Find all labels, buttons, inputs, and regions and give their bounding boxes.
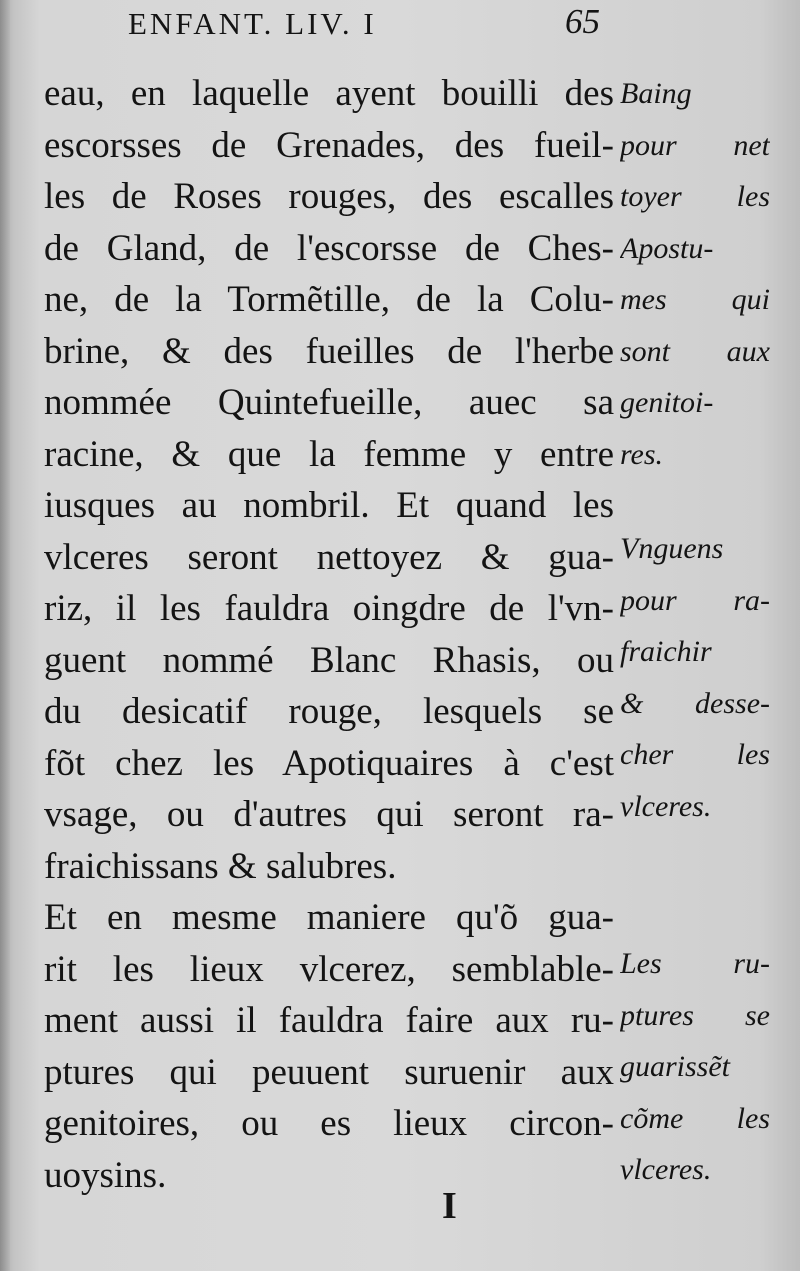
marginal-note-line: & desse- <box>620 686 770 720</box>
text-line: riz, il les fauldra oingdre de l'vn- <box>44 588 614 629</box>
text-line: rit les lieux vlcerez, semblable- <box>44 948 614 990</box>
text-line: ne, de la Tormẽtille, de la Colu- <box>44 279 614 320</box>
text-line: fõt chez les Apotiquaires à c'est <box>44 742 614 784</box>
text-line: nommée Quintefueille, auec sa <box>44 382 614 423</box>
marginal-note-ointments <box>620 523 770 832</box>
text-line: ment aussi il fauldra faire aux ru- <box>44 1000 614 1041</box>
page-gutter-shadow <box>0 0 10 1271</box>
text-line: eau, en laquelle ayent bouilli des <box>44 73 614 114</box>
marginal-note-line: vlceres. <box>620 1153 712 1186</box>
marginal-note-line: cõme les <box>620 1101 770 1135</box>
page-number: 65 <box>565 2 600 41</box>
marginal-note-line: toyer les <box>620 180 770 213</box>
marginal-note-line: Apostu- <box>620 231 714 265</box>
marginal-note-line: Vnguens <box>620 532 724 565</box>
text-line: Et en mesme maniere qu'õ gua- <box>44 897 614 938</box>
running-head: ENFANT. LIV. I <box>128 6 377 41</box>
text-line: racine, & que la femme y entre <box>44 433 614 475</box>
text-line: iusques au nombril. Et quand les <box>44 485 614 526</box>
text-line: fraichissans & salubres. <box>44 845 397 887</box>
page-header <box>0 0 800 46</box>
marginal-note-line: res. <box>620 437 664 471</box>
signature-mark: I <box>442 1185 457 1227</box>
marginal-note-line: fraichir <box>620 635 712 668</box>
text-line: brine, & des fueilles de l'herbe <box>44 330 614 372</box>
text-line: vlceres seront nettoyez & gua- <box>44 536 614 578</box>
text-line: de Gland, de l'escorsse de Ches- <box>44 227 614 269</box>
marginal-note-line: Baing <box>620 77 692 110</box>
text-line: genitoires, ou es lieux circon- <box>44 1103 614 1144</box>
main-text-block <box>44 68 614 1201</box>
text-line: uoysins. <box>44 1154 167 1196</box>
marginal-note-line: pour net <box>620 128 770 162</box>
marginal-note-ruptures <box>620 938 770 1196</box>
text-line: escorsses de Grenades, des fueil- <box>44 124 614 166</box>
text-line: guent nommé Blanc Rhasis, ou <box>44 639 614 681</box>
text-line: ptures qui peuuent suruenir aux <box>44 1051 614 1093</box>
marginal-note-line: guarissẽt <box>620 1050 731 1083</box>
text-line: vsage, ou d'autres qui seront ra- <box>44 794 614 835</box>
marginal-note-line: mes qui <box>620 283 770 316</box>
text-line: les de Roses rouges, des escalles <box>44 176 614 217</box>
marginal-note-line: vlceres. <box>620 789 712 823</box>
marginal-note-line: cher les <box>620 738 770 771</box>
marginal-note-line: genitoi- <box>620 386 714 419</box>
marginal-note-line: sont aux <box>620 334 770 368</box>
marginal-note-bath <box>620 68 770 480</box>
marginal-note-line: ptures se <box>620 998 770 1032</box>
text-line: du desicatif rouge, lesquels se <box>44 691 614 732</box>
marginal-note-line: Les ru- <box>620 947 770 980</box>
marginal-note-line: pour ra- <box>620 583 770 617</box>
